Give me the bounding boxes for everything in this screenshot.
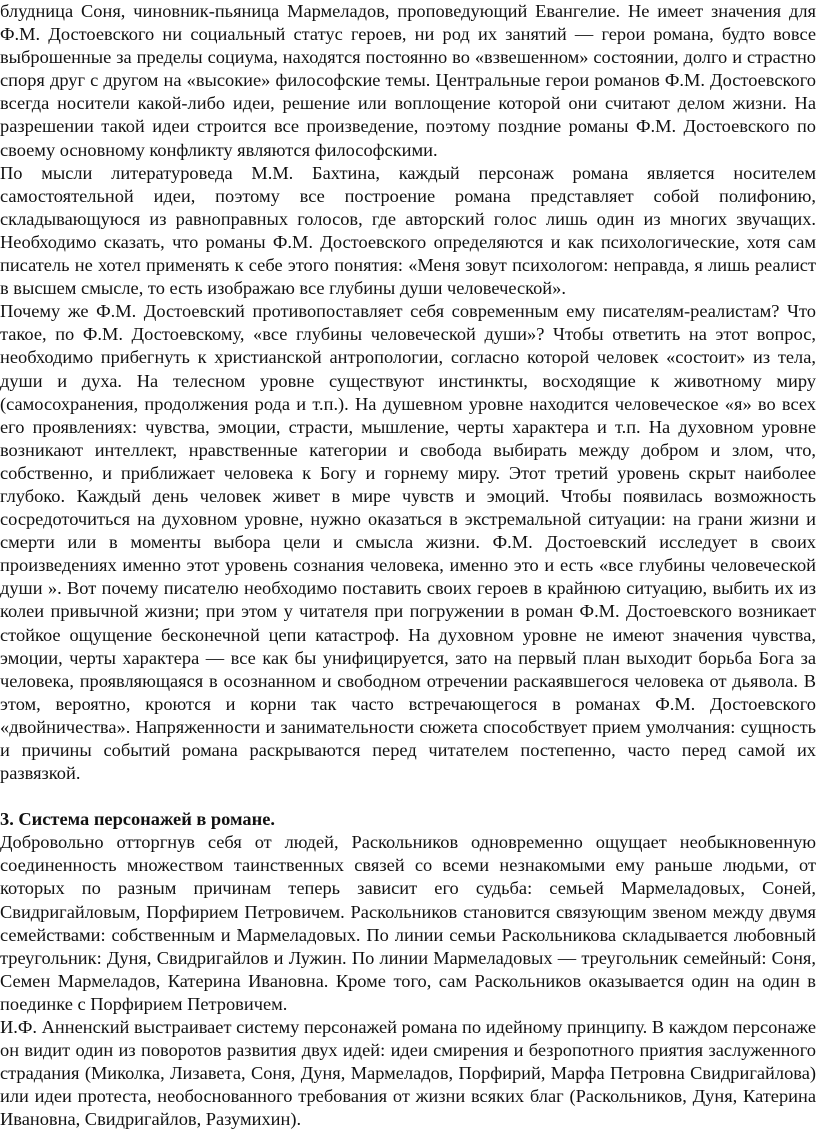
section-heading: 3. Система персонажей в романе. bbox=[0, 809, 275, 830]
paragraph: И.Ф. Анненский выстраивает систему персонажей романа по идейному принципу. В каждом персонаже он видит один из поворотов развития двух идей: идеи смирения и безропотного приятия заслуженного страдания (Миколка, Лизавета, Соня, Дуня, Мармеладов, Порфирий, Марфа Петровна Свидригайлова) или идеи протеста, необоснованного требования от жизни всяких благ (Раскольников, Дуня, Катерина Ивановна, Свидригайлов, Разумихин). bbox=[0, 1017, 816, 1130]
paragraph: Добровольно отторгнув себя от людей, Раскольников одновременно ощущает необыкновенную соединенность множеством таинственных связей со всеми незнакомыми ему раньше людьми, от которых по разным причинам теперь зависит его судьба: семьей Мармеладовых, Соней, Свидригайловым, Порфирием Петровичем. Раскольников становится связующим звеном между двумя семействами: собственным и Мармеладовых. По линии семьи Раскольникова складывается любовный треугольник: Дуня, Свидригайлов и Лужин. По линии Мармеладовых — треугольник семейный: Соня, Семен Мармеладов, Катерина Ивановна. Кроме того, сам Раскольников оказывается один на один в поединке с Порфирием Петровичем. bbox=[0, 832, 816, 1014]
paragraph: блудница Соня, чиновник-пьяница Мармеладов, проповедующий Евангелие. Не имеет значения для Ф.М. Достоевского ни социальный статус героев, ни род их занятий — герои романа, будто вовсе выброшенные за пределы социума, находятся постоянно во «взвешенном» состоянии, долго и страстно споря друг с другом на «высокие» философские темы. Центральные герои романов Ф.М. Достоевского всегда носители какой-либо идеи, решение или воплощение которой они считают делом жизни. На разрешении такой идеи строится все произведение, поэтому поздние романы Ф.М. Достоевского по своему основному конфликту являются философскими. bbox=[0, 1, 816, 160]
paragraph: Почему же Ф.М. Достоевский противопоставляет себя современным ему писателям-реалистам? Что такое, по Ф.М. Достоевскому, «все глубины человеческой души»? Чтобы ответить на этот вопрос, необходимо прибегнуть к христианской антропологии, согласно которой человек «состоит» из тела, души и духа. На телесном уровне существуют инстинкты, восходящие к животному миру (самосохранения, продолжения рода и т.п.). На душевном уровне находится человеческое «я» во всех его проявлениях: чувства, эмоции, страсти, мышление, черты характера и т.п. На духовном уровне возникают интеллект, нравственные категории и свобода выбирать между добром и злом, что, собственно, и приближает человека к Богу и горнему миру. Этот третий уровень скрыт наиболее глубоко. Каждый день человек живет в мире чувств и эмоций. Чтобы появилась возможность сосредоточиться на духовном уровне, нужно оказаться в экстремальной ситуации: на грани жизни и смерти или в моменты выбора цели и смысла жизни. Ф.М. Достоевский исследует в своих произведениях именно этот уровень сознания человека, именно это и есть «все глубины человеческой души ». Вот почему писателю необходимо поставить своих героев в крайнюю ситуацию, выбить их из колеи привычной жизни; при этом у читателя при погружении в роман Ф.М. Достоевского возникает стойкое ощущение бесконечной цепи катастроф. На духовном уровне не имеют значения чувства, эмоции, черты характера — все как бы унифицируется, зато на первый план выходит борьба Бога за человека, проявляющаяся в осознанном и свободном отречении раскаявшегося человека от дьявола. В этом, вероятно, кроются и корни так часто встречающегося в романах Ф.М. Достоевского «двойничества». Напряженности и занимательности сюжета способствует прием умолчания: сущность и причины событий романа раскрываются перед читателем постепенно, часто перед самой их развязкой. bbox=[0, 301, 816, 784]
paragraph: По мысли литературоведа М.М. Бахтина, каждый персонаж романа является носителем самостоятельной идеи, поэтому все построение романа представляет собой полифонию, складывающуюся из равноправных голосов, где авторский голос лишь один из многих звучащих. Необходимо сказать, что романы Ф.М. Достоевского определяются и как психологические, хотя сам писатель не хотел применять к себе этого понятия: «Меня зовут психологом: неправда, я лишь реалист в высшем смысле, то есть изображаю все глубины души человеческой». bbox=[0, 162, 816, 299]
